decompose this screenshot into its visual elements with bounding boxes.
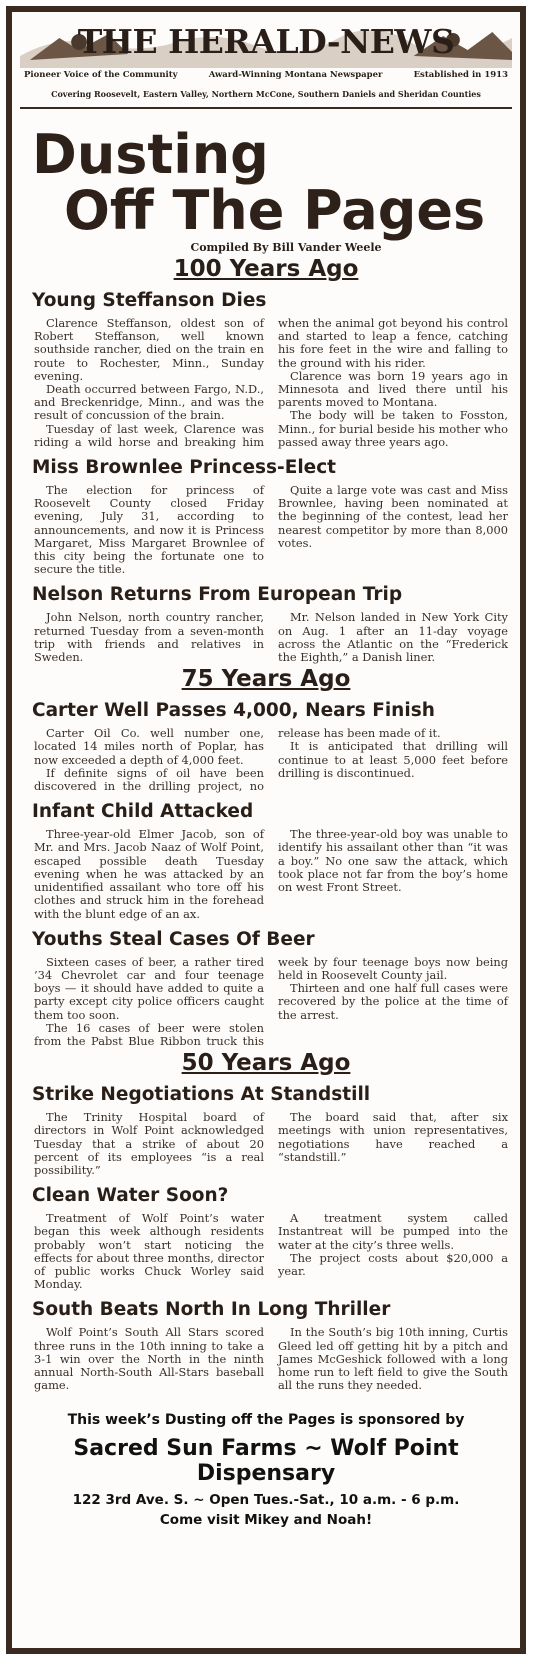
story-paragraph: It is anticipated that drilling will continue to at least 5,000 feet before drilling is discontinued. xyxy=(278,739,508,780)
story-body xyxy=(12,611,520,664)
article-sections xyxy=(12,256,520,1392)
story-paragraph: The three-year-old boy was unable to identify his assailant other than “it was a boy.” No one saw the attack, which took place not far from the boy’s home on west Front Street. xyxy=(278,827,508,895)
story-body xyxy=(12,317,520,449)
sponsor-address: 122 3rd Ave. S. ~ Open Tues.-Sat., 10 a.m. - 6 p.m. xyxy=(72,1492,460,1509)
story-body xyxy=(12,956,520,1048)
tagline-center: Award-Winning Montana Newspaper xyxy=(208,70,383,80)
byline: Compiled By Bill Vander Weele xyxy=(190,241,382,254)
story-paragraph: Clarence Steffanson, oldest son of Robert Steffanson, well known southside rancher, died on the train en route to Rochester, Minn., Sunday evening. xyxy=(34,316,264,383)
story-paragraph: Quite a large vote was cast and Miss Brownlee, having been nominated at the beginning of the contest, lead her nearest competitor by more than 8,000 votes. xyxy=(278,483,508,550)
story-title: Youths Steal Cases Of Beer xyxy=(32,928,315,950)
masthead-taglines xyxy=(20,70,512,80)
story-paragraph: Clarence was born 19 years ago in Minnesota and lived there until his parents moved to Montana. xyxy=(278,368,508,410)
story xyxy=(12,290,520,449)
story xyxy=(12,700,520,793)
story-title: Carter Well Passes 4,000, Nears Finish xyxy=(32,700,435,722)
sponsor-tagline: Come visit Mikey and Noah! xyxy=(159,1512,373,1529)
story-title: Miss Brownlee Princess-Elect xyxy=(32,457,337,479)
story xyxy=(12,457,520,576)
page-headline-line1: Dusting xyxy=(32,123,269,186)
sponsor-name: Sacred Sun Farms ~ Wolf Point Dispensary xyxy=(73,1436,459,1487)
tagline-left: Pioneer Voice of the Community xyxy=(24,70,178,80)
story-paragraph: Three-year-old Elmer Jacob, son of Mr. and Mrs. Jacob Naaz of Wolf Point, escaped possible death Tuesday evening when he was attacked by an unidentified assailant who tore off his clothes and struck him in the forehead with the blunt edge of an ax. xyxy=(34,827,264,921)
story-paragraph: Treatment of Wolf Point’s water began this week although residents probably won’t start noticing the effects for about three months, director of public works Chuck Worley said Monday. xyxy=(34,1211,264,1292)
story-paragraph: Tuesday of last week, Clarence was riding a wild horse and breaking him when the animal got beyond his control and started to leap a fence, catching his fore feet in the wire and falling to the ground with his rider. xyxy=(34,316,508,449)
story-paragraph: Sixteen cases of beer, a rather tired ’34 Chevrolet car and four teenage boys — it should have added to quite a party except city police officers caught them too soon. xyxy=(34,954,264,1022)
sponsor-block xyxy=(12,1412,520,1528)
story-paragraph: In the South’s big 10th inning, Curtis Gleed led off getting hit by a pitch and James McGeshick followed with a long home run to left field to give the South all the runs they needed. xyxy=(278,1325,508,1393)
story-body xyxy=(12,727,520,793)
newspaper-title: THE HERALD-NEWS xyxy=(77,22,455,61)
story-paragraph: The project costs about $20,000 a year. xyxy=(278,1250,508,1278)
story xyxy=(12,1299,520,1392)
story xyxy=(12,929,520,1048)
story-title: Young Steffanson Dies xyxy=(32,290,267,311)
story-title: South Beats North In Long Thriller xyxy=(32,1299,391,1321)
era-heading: 100 Years Ago xyxy=(173,256,359,282)
story-paragraph: The Trinity Hospital board of directors in Wolf Point acknowledged Tuesday that a strike of about 20 percent of its employees “is a real possibility.” xyxy=(34,1110,264,1177)
story-paragraph: If definite signs of oil have been discovered in the drilling project, no release has been made of it. xyxy=(34,726,441,794)
page-headline-line2: Off The Pages xyxy=(64,179,486,242)
story-title: Strike Negotiations At Standstill xyxy=(32,1084,371,1106)
story-body xyxy=(12,484,520,576)
story xyxy=(12,1185,520,1291)
story-body xyxy=(12,1326,520,1392)
story xyxy=(12,801,520,920)
story-title: Nelson Returns From European Trip xyxy=(32,584,403,606)
story-paragraph: Death occurred between Fargo, N.D., and Breckenridge, Minn., and was the result of concussion of the brain. xyxy=(34,382,264,423)
story-paragraph: Carter Oil Co. well number one, located 14 miles north of Poplar, has now exceeded a depth of 4,000 feet. xyxy=(34,726,264,767)
era-heading: 75 Years Ago xyxy=(181,666,351,693)
story-title: Infant Child Attacked xyxy=(32,801,254,823)
story-paragraph: Wolf Point’s South All Stars scored three runs in the 10th inning to take a 3-1 win over the North in the ninth annual North-South All-Stars baseball game. xyxy=(34,1325,264,1393)
story-paragraph: Mr. Nelson landed in New York City on Aug. 1 after an 11-day voyage across the Atlantic on the “Frederick the Eighth,” a Danish liner. xyxy=(278,610,508,665)
story-body xyxy=(12,1212,520,1291)
story-paragraph: Thirteen and one half full cases were recovered by the police at the time of the arrest. xyxy=(278,981,508,1022)
story-paragraph: The board said that, after six meetings with union representatives, negotiations have reached a “standstill.” xyxy=(278,1110,508,1164)
coverage-line: Covering Roosevelt, Eastern Valley, Northern McCone, Southern Daniels and Sheridan Counties xyxy=(51,89,481,99)
story-paragraph: A treatment system called Instantreat will be pumped into the water at the city’s three wells. xyxy=(278,1211,508,1252)
story-paragraph: John Nelson, north country rancher, returned Tuesday from a seven-month trip with friends and relatives in Sweden. xyxy=(34,610,264,665)
sponsor-intro: This week’s Dusting off the Pages is sponsored by xyxy=(67,1412,465,1429)
story xyxy=(12,1084,520,1177)
story-paragraph: The 16 cases of beer were stolen from the Pabst Blue Ribbon truck this week by four teenage boys now being held in Roosevelt County jail. xyxy=(34,954,508,1048)
page-frame xyxy=(6,6,526,1654)
masthead xyxy=(20,12,512,109)
story-paragraph: The election for princess of Roosevelt County closed Friday evening, July 31, according to announcements, and now it is Princess Margaret, Miss Margaret Brownlee of this city being the fortunate one to secure the title. xyxy=(34,483,264,577)
story xyxy=(12,584,520,664)
tagline-right: Established in 1913 xyxy=(413,70,508,80)
story-body xyxy=(12,1111,520,1177)
era-heading: 50 Years Ago xyxy=(181,1050,351,1077)
story-title: Clean Water Soon? xyxy=(32,1185,229,1207)
story-paragraph: The body will be taken to Fosston, Minn., for burial beside his mother who passed away three years ago. xyxy=(278,408,508,449)
story-body xyxy=(12,828,520,920)
